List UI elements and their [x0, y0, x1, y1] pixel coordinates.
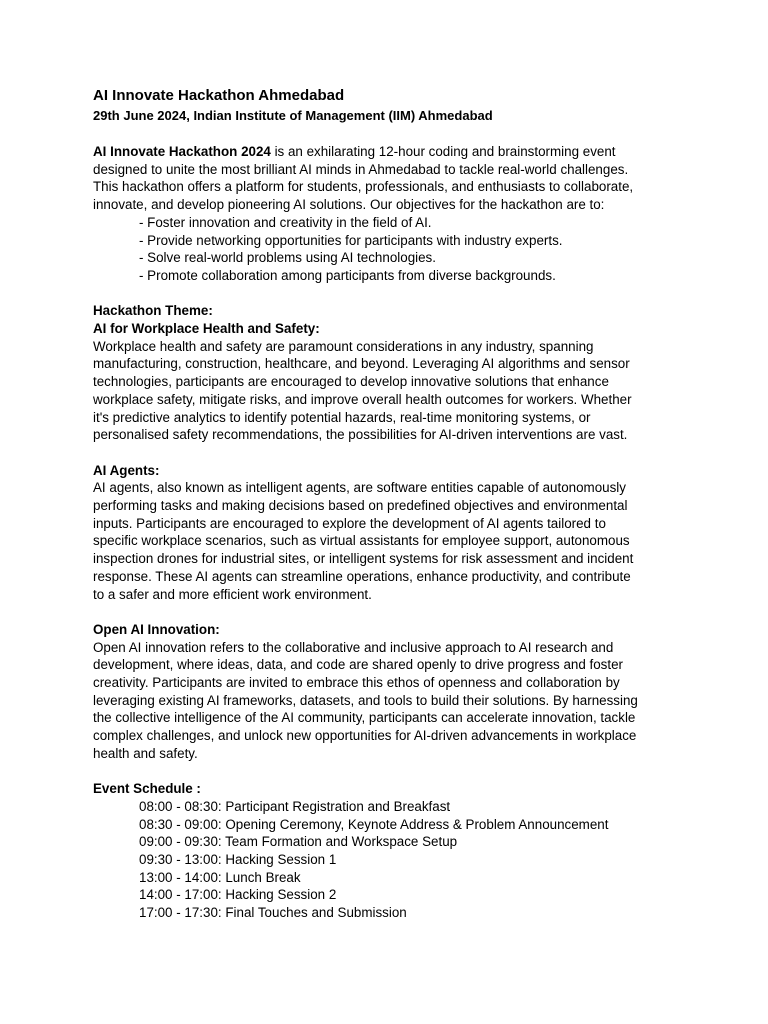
document-title: AI Innovate Hackathon Ahmedabad	[93, 87, 345, 104]
objectives-list	[93, 214, 693, 285]
theme-line: personalised safety recommendations, the possibilities for AI-driven interventions are vast.	[93, 427, 628, 443]
intro-line: designed to unite the most brilliant AI minds in Ahmedabad to tackle real-world challenges.	[93, 161, 629, 177]
schedule-item: 14:00 - 17:00: Hacking Session 2	[139, 887, 337, 903]
theme-line: Workplace health and safety are paramount considerations in any industry, spanning	[93, 338, 594, 354]
theme-line: workplace safety, mitigate risks, and improve overall health outcomes for workers. Whether	[93, 391, 632, 407]
open-ai-line: leveraging existing AI frameworks, datasets, and tools to build their solutions. By harnessing	[93, 692, 638, 708]
theme-line: manufacturing, construction, healthcare, and beyond. Leveraging AI algorithms and sensor	[93, 356, 630, 372]
objective-item: - Promote collaboration among participants from diverse backgrounds.	[139, 267, 556, 283]
open-ai-line: Open AI innovation refers to the collaborative and inclusive approach to AI research and	[93, 639, 614, 655]
agents-line: response. These AI agents can streamline operations, enhance productivity, and contribute	[93, 568, 631, 584]
agents-line: inputs. Participants are encouraged to explore the development of AI agents tailored to	[93, 515, 606, 531]
open-ai-line: development, where ideas, data, and code are shared openly to drive progress and foster	[93, 657, 624, 673]
open-ai-line: the collective intelligence of the AI community, participants can accelerate innovation, tackle	[93, 710, 636, 726]
schedule-item: 13:00 - 14:00: Lunch Break	[139, 869, 301, 885]
intro-section	[93, 143, 693, 285]
intro-line: innovate, and develop pioneering AI solutions. Our objectives for the hackathon are to:	[93, 197, 605, 213]
agents-heading: AI Agents:	[93, 462, 160, 478]
document-subtitle: 29th June 2024, Indian Institute of Management (IIM) Ahmedabad	[93, 108, 493, 123]
theme-heading: Hackathon Theme:	[93, 303, 213, 319]
agents-line: performing tasks and making decisions based on predefined objectives and environmental	[93, 498, 628, 514]
open-ai-line: creativity. Participants are invited to embrace this ethos of openness and collaboration by	[93, 675, 620, 691]
schedule-heading: Event Schedule :	[93, 781, 201, 797]
agents-line: specific workplace scenarios, such as virtual assistants for employee support, autonomous	[93, 533, 630, 549]
intro-lead-bold: AI Innovate Hackathon 2024	[93, 144, 271, 159]
schedule-item: 08:30 - 09:00: Opening Ceremony, Keynote Address & Problem Announcement	[139, 816, 609, 832]
objective-item: - Provide networking opportunities for participants with industry experts.	[139, 232, 563, 248]
agents-line: AI agents, also known as intelligent agents, are software entities capable of autonomously	[93, 480, 626, 496]
theme-section	[93, 302, 693, 444]
intro-line1-rest: is an exhilarating 12-hour coding and brainstorming event	[270, 144, 616, 159]
open-ai-line: complex challenges, and unlock new opportunities for AI-driven advancements in workplace	[93, 728, 637, 744]
schedule-item: 09:00 - 09:30: Team Formation and Workspace Setup	[139, 834, 458, 850]
objective-item: - Solve real-world problems using AI technologies.	[139, 250, 436, 266]
document-page	[93, 86, 693, 922]
agents-line: inspection drones for industrial sites, or intelligent systems for risk assessment and incident	[93, 551, 634, 567]
schedule-item: 17:00 - 17:30: Final Touches and Submission	[139, 905, 407, 921]
theme-line: technologies, participants are encouraged to develop innovative solutions that enhance	[93, 374, 609, 390]
objective-item: - Foster innovation and creativity in the field of AI.	[139, 214, 432, 230]
open-ai-line: health and safety.	[93, 745, 198, 761]
theme-subheading: AI for Workplace Health and Safety:	[93, 321, 320, 337]
intro-line: This hackathon offers a platform for students, professionals, and enthusiasts to collaborate,	[93, 179, 634, 195]
intro-line	[93, 143, 693, 161]
theme-line: it's predictive analytics to identify potential hazards, real-time monitoring systems, or	[93, 409, 591, 425]
open-ai-heading: Open AI Innovation:	[93, 621, 220, 637]
agents-line: to a safer and more efficient work environment.	[93, 586, 372, 602]
schedule-item: 09:30 - 13:00: Hacking Session 1	[139, 852, 337, 868]
agents-section	[93, 462, 693, 604]
schedule-section	[93, 780, 693, 922]
schedule-list	[93, 798, 693, 922]
schedule-item: 08:00 - 08:30: Participant Registration and Breakfast	[139, 798, 451, 814]
open-ai-section	[93, 621, 693, 763]
